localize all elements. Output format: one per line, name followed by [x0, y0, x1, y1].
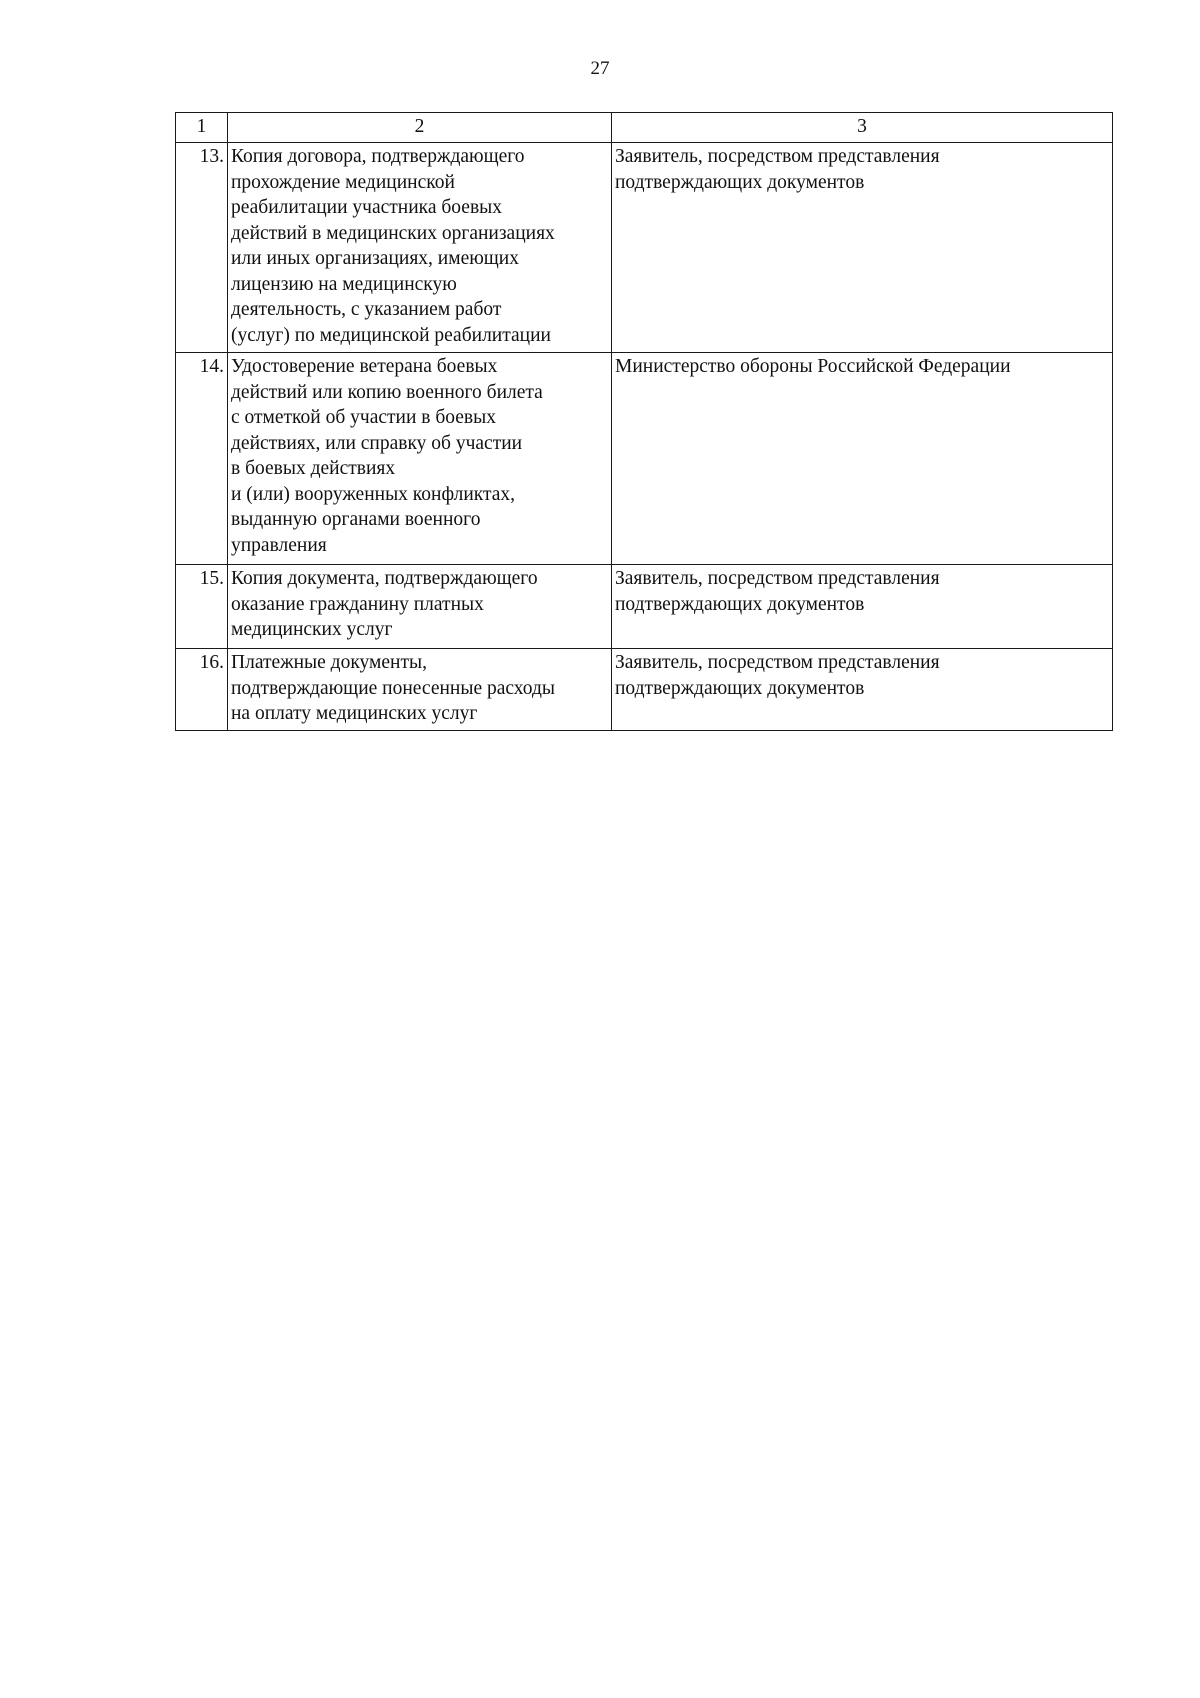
column-header-1: 1	[176, 113, 228, 143]
table-row	[176, 143, 1113, 353]
document-cell: Удостоверение ветерана боевых действий или копию военного билета с отметкой об участии в боевых действиях, или справку об участии в боевых действиях и (или) вооруженных конфликтах, выданную органами военного управления	[228, 353, 612, 565]
column-header-3: 3	[612, 113, 1113, 143]
document-cell: Платежные документы, подтверждающие понесенные расходы на оплату медицинских услуг	[228, 649, 612, 731]
source-cell: Заявитель, посредством представления подтверждающих документов	[612, 143, 1113, 353]
row-number: 16.	[176, 649, 228, 731]
document-cell: Копия договора, подтверждающего прохождение медицинской реабилитации участника боевых действий в медицинских организациях или иных организациях, имеющих лицензию на медицинскую деятельность, с указанием работ (услуг) по медицинской реабилитации	[228, 143, 612, 353]
column-header-2: 2	[228, 113, 612, 143]
row-number: 15.	[176, 565, 228, 649]
document-cell: Копия документа, подтверждающего оказание гражданину платных медицинских услуг	[228, 565, 612, 649]
documents-table	[175, 112, 1113, 731]
source-cell: Заявитель, посредством представления подтверждающих документов	[612, 565, 1113, 649]
page-number: 27	[590, 58, 610, 79]
row-number: 13.	[176, 143, 228, 353]
table-row	[176, 565, 1113, 649]
row-number: 14.	[176, 353, 228, 565]
source-cell: Заявитель, посредством представления подтверждающих документов	[612, 649, 1113, 731]
source-cell: Министерство обороны Российской Федерации	[612, 353, 1113, 565]
table-header-row	[176, 113, 1113, 143]
table-row	[176, 649, 1113, 731]
table-row	[176, 353, 1113, 565]
